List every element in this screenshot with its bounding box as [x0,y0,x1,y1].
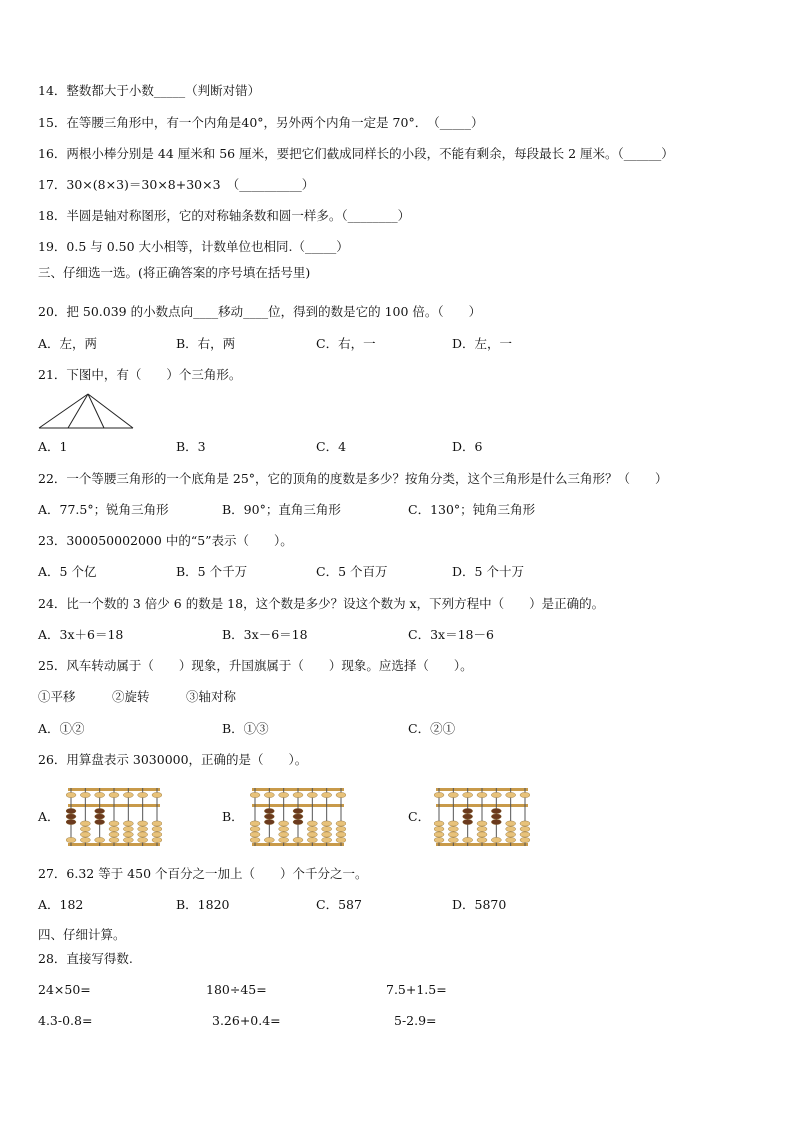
calc-item[interactable]: 24×50= [38,982,91,997]
q27-option-c[interactable]: C．587 [316,897,362,912]
section3-title: 三、仔细选一选。(将正确答案的序号填在括号里) [38,265,311,280]
triangle-figure [38,392,134,430]
q25-choice-2: ②旋转 [112,689,150,704]
q25-option-b[interactable]: B．①③ [222,721,269,736]
q23-options [38,563,758,581]
q26-label-c[interactable]: C． [408,809,431,824]
q26-label-b[interactable]: B． [222,809,244,824]
q25-text: 25．风车转动属于（ ）现象，升国旗属于（ ）现象。应选择（ ）。 [38,658,473,673]
q14: 14．整数都大于小数_____（判断对错） [38,83,261,98]
q25-option-c[interactable]: C．②① [408,721,456,736]
q25-choices [38,688,758,706]
q17: 17．30×(8×3)＝30×8+30×3 （__________） [38,177,315,192]
q20-option-b[interactable]: B．右，两 [176,336,236,351]
q24-text: 24．比一个数的 3 倍少 6 的数是 18，这个数是多少？设这个数为 x，下列方程中（ ）是正确的。 [38,596,605,611]
q25-options [38,720,758,738]
q27-option-d[interactable]: D．5870 [452,897,507,912]
q22-option-b[interactable]: B．90°；直角三角形 [222,502,341,517]
q18: 18．半圆是轴对称图形，它的对称轴条数和圆一样多。（________） [38,208,411,223]
q20-option-d[interactable]: D．左，一 [452,336,513,351]
q25-option-a[interactable]: A．①② [38,721,85,736]
q23-option-b[interactable]: B．5 个千万 [176,564,248,579]
q22-option-a[interactable]: A．77.5°；锐角三角形 [38,502,169,517]
q21-option-b[interactable]: B．3 [176,439,206,454]
q24-option-b[interactable]: B．3x－6＝18 [222,627,308,642]
abacus-a[interactable] [66,786,162,848]
q26-abacus-options [38,786,758,848]
section4-title: 四、仔细计算。 [38,927,126,942]
q23-text: 23．300050002000 中的“5”表示（ ）。 [38,533,293,548]
q28-text: 28．直接写得数. [38,951,133,966]
q28-row2 [38,1012,758,1030]
calc-item[interactable]: 5-2.9= [394,1013,437,1028]
calc-item[interactable]: 7.5+1.5= [386,982,447,997]
q22-option-c[interactable]: C．130°；钝角三角形 [408,502,536,517]
q22-options [38,501,758,519]
q21-option-d[interactable]: D．6 [452,439,483,454]
calc-item[interactable]: 180÷45= [206,982,267,997]
q20-options [38,335,758,353]
q20-option-a[interactable]: A．左，两 [38,336,98,351]
q27-option-a[interactable]: A．182 [38,897,84,912]
calc-item[interactable]: 4.3-0.8= [38,1013,93,1028]
q21-option-a[interactable]: A．1 [38,439,68,454]
q27-text: 27．6.32 等于 450 个百分之一加上（ ）个千分之一。 [38,866,368,881]
q15: 15．在等腰三角形中，有一个内角是40°，另外两个内角一定是 70°． （_____） [38,115,484,130]
q26-text: 26．用算盘表示 3030000，正确的是（ ）。 [38,752,308,767]
q24-option-c[interactable]: C．3x＝18－6 [408,627,494,642]
q23-option-d[interactable]: D．5 个十万 [452,564,524,579]
q21-text: 21．下图中，有（ ）个三角形。 [38,367,242,382]
q21-options [38,438,758,456]
q25-choice-1: ①平移 [38,689,76,704]
q23-option-a[interactable]: A．5 个亿 [38,564,97,579]
q19: 19．0.5 与 0.50 大小相等，计数单位也相同.（_____） [38,239,349,254]
q24-option-a[interactable]: A．3x＋6＝18 [38,627,124,642]
q21-option-c[interactable]: C．4 [316,439,347,454]
q20-text: 20．把 50.039 的小数点向____移动____位，得到的数是它的 100 倍。（ ） [38,304,482,319]
q20-option-c[interactable]: C．右，一 [316,336,376,351]
q28-row1 [38,981,758,999]
q16: 16．两根小棒分别是 44 厘米和 56 厘米，要把它们截成同样长的小段，不能有剩余，每段最长 2 厘米。（______） [38,146,674,161]
calc-item[interactable]: 3.26+0.4= [212,1013,281,1028]
q22-text: 22．一个等腰三角形的一个底角是 25°，它的顶角的度数是多少？按角分类，这个三角形是什么三角形？（ ） [38,471,668,486]
q27-options [38,896,758,914]
abacus-c[interactable] [434,786,530,848]
q26-label-a[interactable]: A． [38,809,60,824]
q27-option-b[interactable]: B．1820 [176,897,230,912]
abacus-b[interactable] [250,786,346,848]
q23-option-c[interactable]: C．5 个百万 [316,564,388,579]
q25-choice-3: ③轴对称 [186,689,237,704]
q24-options [38,626,758,644]
